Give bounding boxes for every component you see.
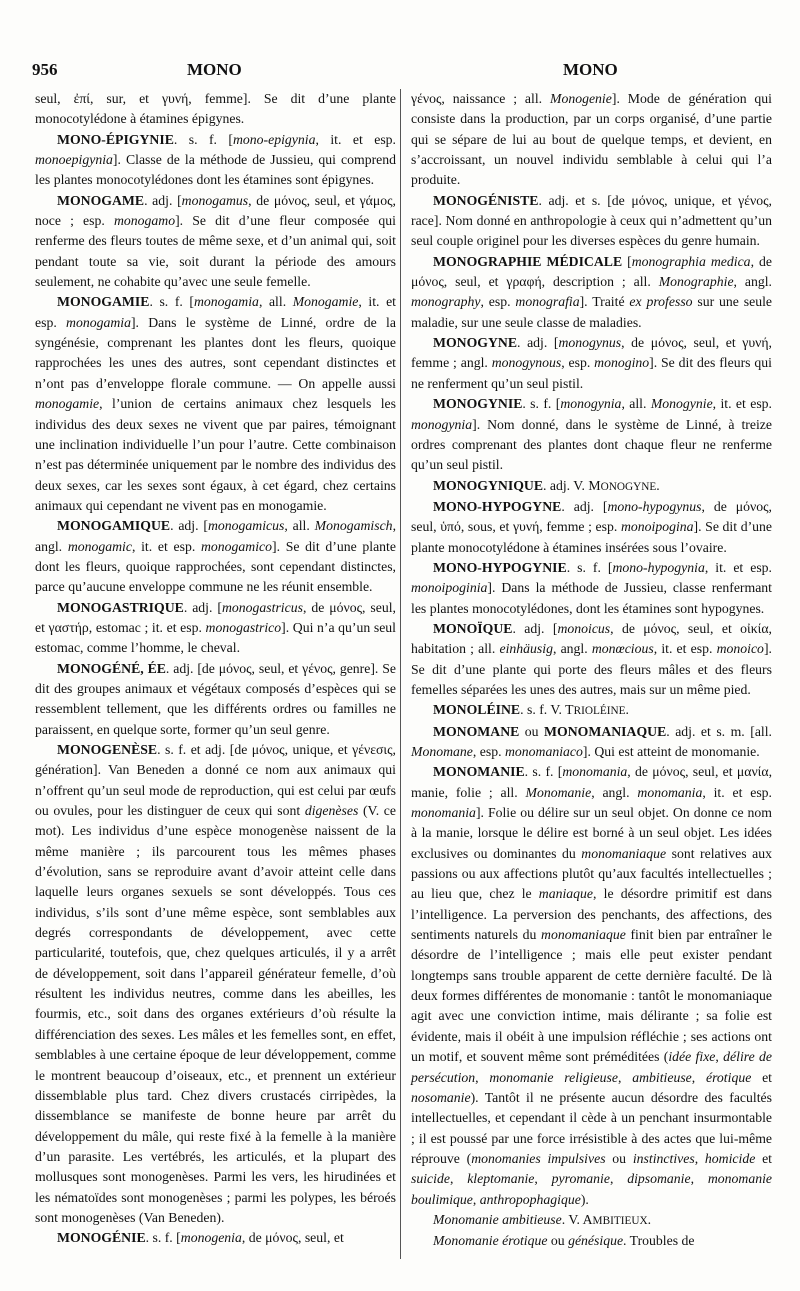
- entry-text: ). Tantôt il ne présente aucun désordre des facultés intellectuelles, et cependant il cède à un penchant insurmontable ; il est poussé par une force irrésistible à des actes que lui-même réprouve (: [411, 1089, 772, 1166]
- entry-text: , angl.: [733, 274, 772, 290]
- entry-text: . adj. [de μόνος, seul, et γένος, genre]. Se dit des groupes animaux et végétaux composés d’espèces qui se ressemblent tellement, que les différents ordres ou familles ne paraissent, en quelque sorte, former qu’un seul genre.: [35, 660, 396, 737]
- dictionary-entry: [411, 252, 772, 333]
- italic-term: monogynia: [411, 416, 473, 432]
- entry-text: , le désordre primitif est dans l’intelligence. La perversion des penchants, des affections, des sentiments naturels du: [411, 886, 773, 943]
- italic-term: monogastrico: [205, 619, 282, 635]
- entry-text: ]. Dans le système de Linné, ordre de la syngénésie, comprenant les plantes dont les fleurs, quoique rapprochées les unes des autres, sont cependant distinctes et n’ont pas d’enveloppe florale commune. — On appelle aussi: [35, 314, 396, 391]
- dictionary-entry: [411, 762, 772, 1210]
- entry-text: ]. Qui n’a qu’un seul estomac, comme l’homme, le cheval.: [35, 619, 396, 656]
- dictionary-entry: [35, 740, 396, 1228]
- italic-term: homicide: [704, 1150, 756, 1166]
- entry-text: ,: [472, 1191, 480, 1207]
- entry-headword: MONOMANE: [433, 723, 520, 739]
- running-head-left: MONO: [187, 60, 242, 79]
- entry-text: ou: [519, 723, 545, 739]
- dictionary-entry: [411, 497, 772, 558]
- dictionary-entry: [35, 130, 396, 191]
- entry-headword: MONOGYNE: [433, 335, 518, 351]
- entry-text: , de μόνος, seul, et μανία, manie, folie ; all.: [411, 764, 773, 800]
- dictionary-entry: [35, 659, 396, 740]
- italic-term: Monomanie ambitieuse: [433, 1211, 562, 1227]
- entry-text: finit bien par entraîner le désordre de l’intelligence ; mais elle peut exister pendant longtemps sans trouble apparent de cette dernière faculté. De là deux formes différentes de monomanie : tantôt le monomaniaque agit avec une conviction intime, mais délirante ; sa folie est évidente, mais il obéit à une impulsion réfléchie ; ses actions ont un motif, et souvent même sont préméditées (: [411, 927, 772, 1065]
- italic-term: délire de persécution: [411, 1049, 773, 1085]
- entry-text: , esp.: [472, 744, 505, 759]
- entry-text: . s. f. V. T: [520, 702, 574, 718]
- entry-text: ,: [449, 1171, 468, 1187]
- entry-headword: MONOGENÈSE: [57, 742, 158, 757]
- entry-text: , all.: [284, 518, 315, 534]
- italic-term: Monomane: [411, 744, 473, 759]
- dictionary-entry: [35, 191, 396, 293]
- entry-headword: MONOGÉNÉ, ÉE: [57, 660, 166, 676]
- entry-text: ,: [475, 1069, 490, 1085]
- entry-text: . adj. [: [144, 192, 182, 208]
- italic-term: génésique: [568, 1233, 624, 1249]
- italic-term: einhäusig: [499, 641, 553, 657]
- entry-text: , angl.: [552, 641, 592, 657]
- entry-headword: MONO-HYPOGYNIE: [433, 559, 567, 575]
- entry-text: ou: [605, 1150, 633, 1166]
- italic-term: instinctives: [632, 1150, 695, 1166]
- entry-text: , esp.: [561, 355, 595, 371]
- italic-term: Monographie: [658, 274, 734, 290]
- entry-text: sur une seule maladie, sur une seule classe de maladies.: [411, 294, 773, 330]
- entry-text: , de μόνος, seul, et γυνή, femme ; angl.: [411, 335, 772, 371]
- entry-text: ]. Se dit d’une plante monocotylédone à étamines insérées sous l’ovaire.: [411, 519, 772, 555]
- entry-text: . s. f. [: [524, 764, 563, 780]
- italic-term: monogamia: [194, 294, 259, 310]
- entry-text: ,: [534, 1171, 552, 1187]
- small-caps-text: ONOGYNE: [600, 480, 657, 493]
- page-number: 956: [32, 60, 58, 79]
- left-column: [35, 89, 396, 1249]
- dictionary-entry: [35, 516, 396, 597]
- entry-text: , de μόνος, seul, ὑπό, sous, et γυνή, femme ; esp.: [411, 498, 772, 535]
- entry-text: seul, ἐπί, sur, et γυνή, femme]. Se dit d’une plante monocotylédone à étamines épigynes.: [35, 91, 396, 127]
- entry-text: , de μόνος, seul, et γαστήρ, estomac ; it. et esp.: [35, 599, 396, 635]
- italic-term: monografia: [515, 294, 580, 310]
- dictionary-entry: [411, 722, 772, 763]
- italic-term: monogynous: [491, 355, 562, 371]
- italic-term: maniaque: [538, 886, 594, 902]
- italic-term: dipsomanie: [627, 1171, 691, 1187]
- italic-term: monoico: [716, 641, 764, 657]
- entry-headword: MONOGAMIE: [57, 294, 150, 310]
- entry-text: ]. Traité: [579, 294, 630, 310]
- italic-term: monogamia: [66, 314, 131, 330]
- entry-text: . adj. V. M: [543, 477, 601, 493]
- entry-text: , it. et esp.: [35, 294, 396, 330]
- entry-text: ]. Se dit des fleurs qui ne renferment qu’un seul pistil.: [411, 355, 772, 391]
- italic-term: monogino: [594, 355, 650, 371]
- entry-text: ,: [694, 1150, 705, 1166]
- entry-text: , l’union de certains animaux chez lesquels les individus des deux sexes ne vivent que par paires, témoignant une inclination individuelle l’un pour l’autre. Cette combinaison n’est pas déterminée uniquement par le nombre des individus des deux sexes, car les sexes sont égaux, à cet égard, chez certains animaux qui cependant ne vivent pas en monogamie.: [35, 396, 396, 513]
- column-divider: [400, 89, 401, 1259]
- entry-text: , esp.: [480, 294, 516, 310]
- italic-term: Monogamie: [292, 294, 359, 310]
- entry-text: . adj. [: [517, 335, 559, 351]
- entry-text: . s. f. [: [145, 1230, 181, 1246]
- dictionary-entry: [35, 292, 396, 516]
- entry-text: ]. Mode de génération qui consiste dans la production, par un corps organisé, d’une partie qui se sépare de lui au bout de quelque temps, et devient, en s’accroissant, un nouvel individu semblable à celui qui l’a produite.: [411, 91, 773, 188]
- entry-text: ]. Classe de la méthode de Jussieu, qui comprend les plantes monocotylédones dont les étamines sont épigynes.: [35, 152, 396, 188]
- entry-text: , de μόνος, seul, et οἰκία, habitation ; all.: [411, 620, 772, 657]
- italic-term: monomania: [411, 805, 476, 821]
- italic-term: nosomanie: [411, 1089, 471, 1105]
- italic-term: monoepigynia: [35, 152, 113, 168]
- entry-text: ]. Qui est atteint de monomanie.: [582, 744, 760, 759]
- entry-text: (V. ce mot). Les individus d’une espèce monogenèse naissent de la même manière ; ils parcourent tous les mêmes phases d’évolution, sans se reproduire avant d’avoir atteint celle dans laquelle leurs organes sexuels se sont développés. Tous ces individus, s’ils sont d’une même espèce, sont semblables aux degrés correspondants de développement, avec cette particularité, toutefois, que, chez quelques articulés, il y a arrêt de développement, soit dans l’appareil générateur femelle, d’où résultent les individus neutres, comme dans les abeilles, les fourmis, etc., soit dans des organes extérieurs d’où résulte la différenciation des sexes. Les mâles et les femelles sont, en effet, semblables à une certaine époque de leur développement, comme le montrent beaucoup d’oiseaux, etc., et prennent un extérieur dissemblable plus tard. Chez divers crustacés cirripèdes, la dissemblance se manifeste de bonne heure par arrêt du développement du mâle, qui reste fixé à la femelle à la manière d’un parasite. Les vertébrés, les articulés, et la plupart des mollusques sont monogenèses. Parmi les vers, les hirudinées et les nématoïdes sont monogenèses ; parmi les polypes, les béroés sont monogenèses (Van Beneden).: [35, 803, 396, 1225]
- entry-text: , all.: [258, 294, 293, 310]
- entry-text: , de μόνος, seul, et: [241, 1230, 344, 1246]
- italic-term: monomanie religieuse: [489, 1069, 618, 1085]
- entry-text: , it. et esp.: [131, 538, 201, 554]
- italic-term: monography: [411, 294, 481, 310]
- italic-term: monoipoginia: [411, 580, 488, 596]
- italic-term: monogamic: [67, 538, 132, 554]
- dictionary-entry: [411, 619, 772, 700]
- italic-term: Monomanie: [525, 784, 592, 800]
- dictionary-entry: [411, 700, 772, 721]
- entry-headword: MONOÏQUE: [433, 620, 513, 636]
- dictionary-entry: [411, 394, 772, 475]
- italic-term: anthropophagique: [479, 1191, 581, 1207]
- entry-headword: MONOGAMIQUE: [57, 518, 171, 534]
- entry-text: , angl.: [35, 518, 396, 554]
- continued-entry: [35, 89, 396, 130]
- entry-text: , it. et esp.: [653, 641, 717, 657]
- italic-term: Monomanie érotique: [433, 1233, 548, 1249]
- entry-text: [: [622, 253, 632, 269]
- entry-text: ]. Nom donné, dans le système de Linné, à treize ordres comprenant des plantes dont chaque fleur ne renferme qu’un seul pistil.: [411, 416, 772, 473]
- entry-headword: MONOGASTRIQUE: [57, 599, 184, 615]
- entry-text: . V. A: [561, 1211, 593, 1227]
- dictionary-entry: [411, 191, 772, 252]
- italic-term: monogamico: [200, 538, 273, 554]
- entry-headword: MONO-HYPOGYNE: [433, 498, 562, 514]
- entry-text: ]. Se dit d’une plante qui porte des fleurs mâles et des fleurs femelles séparées les unes des autres, mais sur un même pied.: [411, 641, 772, 697]
- italic-term: Monogenie: [550, 91, 612, 106]
- italic-term: digenèses: [304, 803, 359, 819]
- italic-term: Monogynie: [650, 396, 713, 412]
- entry-text: , angl.: [591, 784, 638, 800]
- entry-text: , it. et esp.: [315, 131, 396, 147]
- italic-term: monomania: [637, 784, 703, 800]
- italic-term: monomaniaque: [541, 927, 626, 943]
- entry-text: . adj. [: [512, 620, 558, 636]
- entry-headword: MONOGYNIE: [433, 396, 523, 412]
- italic-term: mono-hypogynus: [607, 498, 702, 514]
- entry-headword: MONOGYNIQUE: [433, 477, 543, 493]
- italic-term: kleptomanie: [467, 1171, 535, 1187]
- entry-text: et: [755, 1150, 772, 1166]
- dictionary-entry: [411, 1231, 772, 1251]
- dictionary-entry: [411, 333, 772, 394]
- small-caps-text: MBITIEUX: [592, 1214, 648, 1227]
- italic-term: monomaniaco: [504, 744, 583, 759]
- small-caps-text: RIOLÉINE: [573, 705, 626, 718]
- entry-headword: MONOGAME: [57, 192, 145, 208]
- entry-headword: MONOGÉNISTE: [433, 192, 539, 208]
- dictionary-entry: [411, 476, 772, 497]
- continued-entry: [411, 89, 772, 191]
- italic-term: monogamie: [35, 396, 100, 412]
- entry-text: .: [647, 1211, 652, 1227]
- italic-term: idée fixe: [668, 1049, 716, 1065]
- entry-text: , de μόνος, seul, et γάμος, noce ; esp.: [35, 192, 396, 229]
- entry-text: , all.: [621, 396, 651, 412]
- dictionary-entry: [411, 558, 772, 619]
- italic-term: ex professo: [629, 294, 693, 310]
- entry-text: . adj. et s. m. [all.: [666, 723, 772, 739]
- entry-headword: MONOGÉNIE: [57, 1230, 146, 1246]
- entry-text: , it. et esp.: [712, 396, 772, 412]
- entry-text: ]. Dans la méthode de Jussieu, classe renfermant les plantes monocotylédones, dont les étamines sont hypogynes.: [411, 580, 772, 616]
- entry-text: . adj. et s. [de μόνος, unique, et γένος, race]. Nom donné en anthropologie à ceux qui n’admettent qu’un seul couple originel pour les diverses espèces du genre humain.: [411, 192, 772, 249]
- entry-text: ]. Se dit d’une fleur composée qui renferme des fleurs toutes de même sexe, et d’un animal qui, soit pendant toute sa vie, soit durant la période des amours seulement, ne cohabite qu’avec une seule femelle.: [35, 213, 396, 290]
- entry-text: γένος, naissance ; all.: [411, 91, 550, 106]
- entry-text: ou: [547, 1233, 569, 1249]
- italic-term: monographia medica: [631, 253, 751, 269]
- italic-term: monomanie boulimique: [411, 1171, 773, 1207]
- entry-headword: MONO-ÉPIGYNIE: [57, 131, 174, 147]
- entry-text: , it. et esp.: [702, 784, 772, 800]
- italic-term: monogamus: [181, 192, 249, 208]
- italic-term: monomaniaque: [581, 845, 667, 861]
- entry-headword: MONOMANIE: [433, 764, 525, 780]
- italic-term: ambitieuse: [632, 1069, 692, 1085]
- italic-term: monœcious: [591, 641, 654, 657]
- entry-text: . adj. [: [170, 518, 208, 534]
- entry-text: , it. et esp.: [704, 559, 772, 575]
- entry-text: ]. Se dit d’une plante dont les fleurs, quoique rapprochées, sont cependant distinctes, parce qu’aucune enveloppe commune ne les réunit ensemble.: [35, 538, 396, 595]
- italic-term: monogenia: [180, 1230, 242, 1246]
- entry-text: sont relatives aux passions ou aux affections plutôt qu’aux facultés intellectuelles ; au lieu que, chez le: [411, 845, 772, 902]
- entry-text: . s. f. [: [522, 396, 561, 412]
- italic-term: monoipogina: [620, 519, 694, 535]
- entry-text: ,: [715, 1049, 724, 1065]
- entry-text: . adj. [: [183, 599, 222, 615]
- entry-text: ,: [609, 1171, 628, 1187]
- entry-text: .: [656, 477, 660, 493]
- entry-text: , de μόνος, seul, et γραφή, description ; all.: [411, 253, 772, 290]
- page-header: [0, 60, 800, 84]
- italic-term: monogynus: [558, 335, 622, 351]
- entry-text: . adj. [: [561, 498, 608, 514]
- dictionary-entry: [35, 1228, 396, 1248]
- italic-term: monogamicus: [207, 518, 285, 534]
- dictionary-entry: [411, 1210, 772, 1231]
- entry-text: ,: [690, 1171, 708, 1187]
- running-head-right: MONO: [563, 60, 618, 79]
- entry-text: . Troubles de: [623, 1233, 695, 1249]
- dictionary-entry: [35, 598, 396, 659]
- italic-term: pyromanie: [551, 1171, 610, 1187]
- entry-headword: MONOGRAPHIE MÉDICALE: [433, 253, 623, 269]
- entry-headword: MONOLÉINE: [433, 702, 521, 718]
- entry-text: . s. f. [: [566, 559, 613, 575]
- italic-term: suicide: [411, 1171, 450, 1187]
- italic-term: érotique: [705, 1069, 752, 1085]
- italic-term: monogamo: [113, 213, 176, 229]
- entry-text: ]. Folie ou délire sur un seul objet. On donne ce nom à la manie, lorsque le délire est borné à un seul objet. Les idées exclusives ou dominantes du: [411, 805, 772, 861]
- entry-text: ).: [580, 1191, 589, 1207]
- entry-text: . s. f. [: [149, 294, 194, 310]
- italic-term: monomania: [562, 764, 628, 780]
- entry-text: et: [751, 1069, 772, 1085]
- italic-term: monoicus: [557, 620, 611, 636]
- italic-term: mono-hypogynia: [612, 559, 705, 575]
- entry-text: . s. f. [: [173, 131, 233, 147]
- italic-term: mono-epigynia: [233, 131, 316, 147]
- italic-term: monomanies impulsives: [471, 1150, 606, 1166]
- entry-text: ,: [618, 1069, 633, 1085]
- entry-text: .: [625, 702, 629, 718]
- entry-text: . s. f. et adj. [de μόνος, unique, et γένεσις, génération]. Van Beneden a donné ce nom aux animaux qui n’offrent qu’un seul mode de reproduction, qui est celui par œufs ou ovules, pour les distinguer de ceux qui sont: [35, 742, 396, 819]
- entry-headword: MONOMANIAQUE: [544, 723, 667, 739]
- italic-term: monogynia: [560, 396, 622, 412]
- right-column: [411, 89, 772, 1252]
- italic-term: monogastricus: [221, 599, 303, 615]
- italic-term: Monogamisch: [314, 518, 393, 534]
- entry-text: ,: [691, 1069, 706, 1085]
